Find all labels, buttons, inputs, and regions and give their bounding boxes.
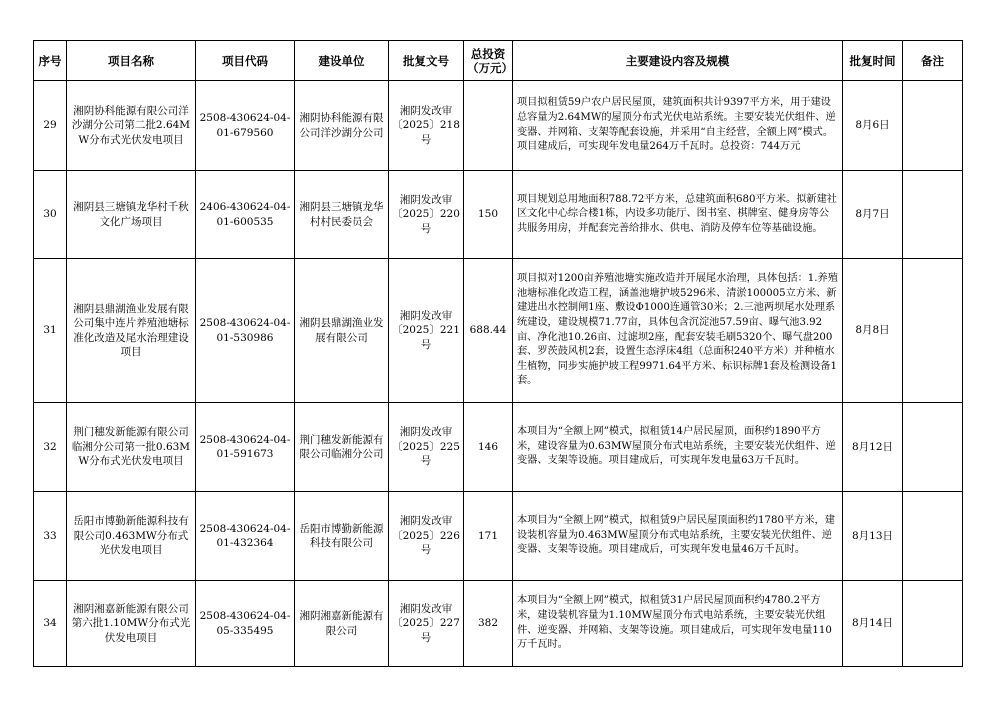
cell-construction-unit: 湘阴县鼎湖渔业发展有限公司 xyxy=(295,259,389,403)
cell-total-investment: 382 xyxy=(464,581,513,667)
cell-approval-doc: 湘阴发改审〔2025〕221号 xyxy=(389,259,464,403)
project-approval-table xyxy=(33,40,963,667)
cell-approval-doc: 湘阴发改审〔2025〕226号 xyxy=(389,492,464,581)
cell-approval-date: 8月14日 xyxy=(843,581,903,667)
cell-project-name: 荆门穗发新能源有限公司临湘分公司第一批0.63MW分布式光伏发电项目 xyxy=(67,403,196,492)
header-remark: 备注 xyxy=(903,41,963,81)
cell-project-name: 湘阴协科能源有限公司洋沙湖分公司第二批2.64MW分布式光伏发电项目 xyxy=(67,81,196,171)
cell-seq: 29 xyxy=(34,81,67,171)
cell-seq: 31 xyxy=(34,259,67,403)
cell-project-name: 湘阴湘嘉新能源有限公司第六批1.10MW分布式光伏发电项目 xyxy=(67,581,196,667)
cell-project-code: 2508-430624-04-01-591673 xyxy=(196,403,295,492)
cell-remark xyxy=(903,171,963,259)
cell-approval-date: 8月7日 xyxy=(843,171,903,259)
header-construction-unit: 建设单位 xyxy=(295,41,389,81)
cell-approval-doc: 湘阴发改审〔2025〕225号 xyxy=(389,403,464,492)
cell-seq: 30 xyxy=(34,171,67,259)
cell-total-investment xyxy=(464,81,513,171)
cell-seq: 33 xyxy=(34,492,67,581)
cell-remark xyxy=(903,581,963,667)
cell-project-name: 岳阳市博勤新能源科技有限公司0.463MW分布式光伏发电项目 xyxy=(67,492,196,581)
header-main-content: 主要建设内容及规模 xyxy=(513,41,843,81)
cell-total-investment: 150 xyxy=(464,171,513,259)
cell-main-content: 项目拟对1200亩养殖池塘实施改造并开展尾水治理，具体包括：1.养殖池塘标准化改造工程，涵盖池塘护坡5296米、清淤100005立方米、新建进出水控制闸1座、敷设Φ1000连通管30米；2.三池两坝尾水处理系统建设，建设规模71.77亩，具体包含沉淀池57.59亩、曝气池3.92亩、净化池10.26亩、过滤坝2座，配套安装毛刷5320个、曝气盘200套、罗茨鼓风机2套，设置生态浮床4组（总面积240平方米）并种植水生植物，同步实施护坡工程9971.64平方米、标识标牌1套及检测设备1套。 xyxy=(513,259,843,403)
table-header-row xyxy=(34,41,963,81)
cell-project-code: 2508-430624-04-01-530986 xyxy=(196,259,295,403)
header-approval-date: 批复时间 xyxy=(843,41,903,81)
cell-approval-doc: 湘阴发改审〔2025〕220号 xyxy=(389,171,464,259)
table-row xyxy=(34,81,963,171)
cell-project-name: 湘阴县鼎湖渔业发展有限公司集中连片养殖池塘标准化改造及尾水治理建设项目 xyxy=(67,259,196,403)
cell-remark xyxy=(903,403,963,492)
table-row xyxy=(34,259,963,403)
cell-main-content: 本项目为“全额上网”模式，拟租赁14户居民屋顶，面积约1890平方米，建设容量为0.63MW屋顶分布式电站系统，主要安装光伏组件、逆变器、支架等设施。项目建成后，可实现年发电量63万千瓦时。 xyxy=(513,403,843,492)
cell-approval-date: 8月13日 xyxy=(843,492,903,581)
table-row xyxy=(34,581,963,667)
header-total-investment: 总投资（万元） xyxy=(464,41,513,81)
header-approval-doc: 批复文号 xyxy=(389,41,464,81)
cell-remark xyxy=(903,81,963,171)
cell-total-investment: 688.44 xyxy=(464,259,513,403)
cell-project-code: 2406-430624-04-01-600535 xyxy=(196,171,295,259)
cell-seq: 32 xyxy=(34,403,67,492)
cell-project-code: 2508-430624-04-01-432364 xyxy=(196,492,295,581)
table-row xyxy=(34,403,963,492)
cell-construction-unit: 岳阳市博勤新能源科技有限公司 xyxy=(295,492,389,581)
cell-remark xyxy=(903,259,963,403)
cell-approval-date: 8月8日 xyxy=(843,259,903,403)
cell-project-name: 湘阴县三塘镇龙华村千秋文化广场项目 xyxy=(67,171,196,259)
cell-total-investment: 146 xyxy=(464,403,513,492)
cell-project-code: 2508-430624-04-05-335495 xyxy=(196,581,295,667)
table-row xyxy=(34,171,963,259)
cell-approval-date: 8月6日 xyxy=(843,81,903,171)
cell-approval-doc: 湘阴发改审〔2025〕227号 xyxy=(389,581,464,667)
cell-approval-date: 8月12日 xyxy=(843,403,903,492)
table-row xyxy=(34,492,963,581)
cell-total-investment: 171 xyxy=(464,492,513,581)
cell-seq: 34 xyxy=(34,581,67,667)
cell-main-content: 项目拟租赁59户农户居民屋顶，建筑面积共计9397平方米，用于建设总容量为2.64MW的屋顶分布式光伏电站系统。主要安装光伏组件、逆变器、并网箱、支架等配套设施，并采用“自主经营，全额上网”模式。项目建成后，可实现年发电量264万千瓦时。总投资：744万元 xyxy=(513,81,843,171)
cell-main-content: 项目规划总用地面积788.72平方米，总建筑面积680平方米。拟新建社区文化中心综合楼1栋，内设多功能厅、图书室、棋牌室、健身房等公共服务用房，并配套完善给排水、供电、消防及停车位等基础设施。 xyxy=(513,171,843,259)
header-project-code: 项目代码 xyxy=(196,41,295,81)
header-project-name: 项目名称 xyxy=(67,41,196,81)
cell-construction-unit: 湘阴湘嘉新能源有限公司 xyxy=(295,581,389,667)
cell-remark xyxy=(903,492,963,581)
cell-construction-unit: 湘阴县三塘镇龙华村村民委员会 xyxy=(295,171,389,259)
cell-main-content: 本项目为“全额上网”模式，拟租赁31户居民屋顶面积约4780.2平方米，建设装机容量为1.10MW屋顶分布式电站系统，主要安装光伏组件、逆变器、并网箱、支架等设施。项目建成后，可实现年发电量110万千瓦时。 xyxy=(513,581,843,667)
header-seq: 序号 xyxy=(34,41,67,81)
cell-main-content: 本项目为“全额上网”模式，拟租赁9户居民屋顶面积约1780平方米，建设装机容量为0.463MW屋顶分布式电站系统，主要安装光伏组件、逆变器、支架等设施。项目建成后，可实现年发电量46万千瓦时。 xyxy=(513,492,843,581)
cell-project-code: 2508-430624-04-01-679560 xyxy=(196,81,295,171)
cell-construction-unit: 湘阴协科能源有限公司洋沙湖分公司 xyxy=(295,81,389,171)
cell-approval-doc: 湘阴发改审〔2025〕218号 xyxy=(389,81,464,171)
cell-construction-unit: 荆门穗发新能源有限公司临湘分公司 xyxy=(295,403,389,492)
